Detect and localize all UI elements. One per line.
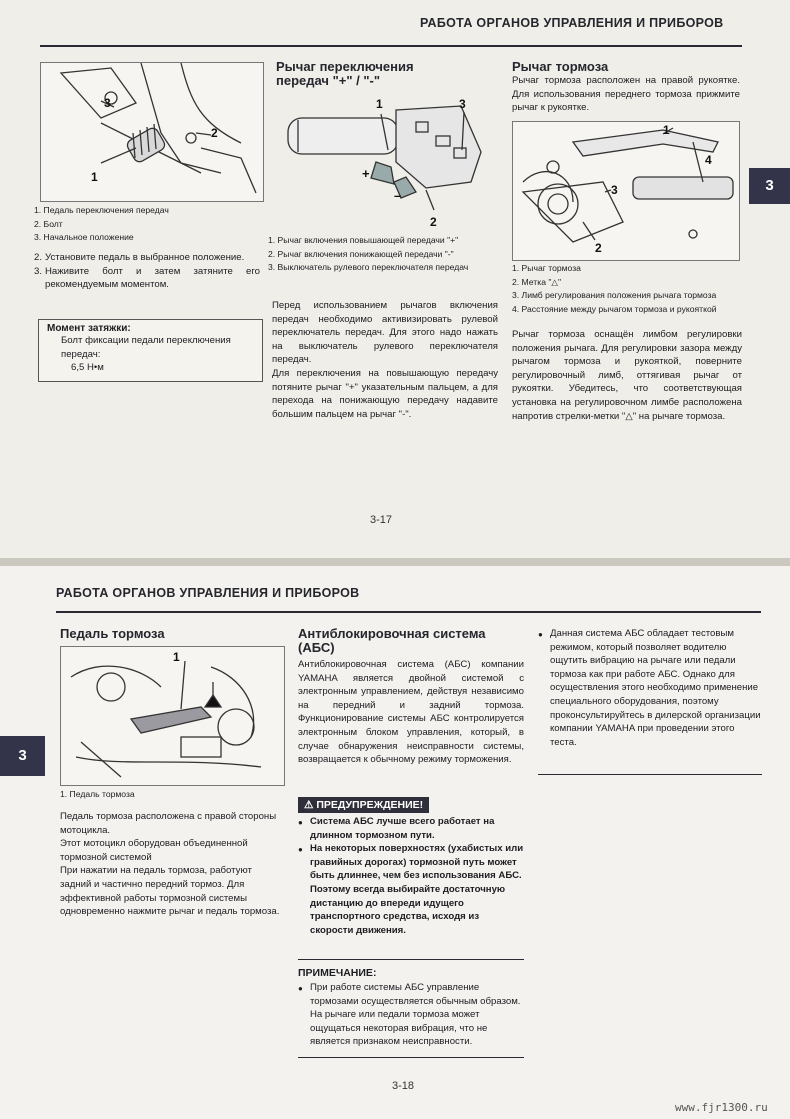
torque-box — [38, 319, 263, 382]
warning-item: ● Система АБС лучше всего работает на длинном тормозном пути. — [298, 815, 524, 842]
caption: 2. Метка "△" — [512, 276, 562, 287]
torque-value: 6,5 Н•м — [71, 362, 104, 374]
warning-block — [298, 795, 524, 937]
shift-pedal-figure — [40, 62, 264, 202]
section-tab: 3 — [0, 736, 45, 776]
shift-lever-title: Рычаг переключения передач "+" / "-" — [276, 59, 414, 88]
warning-title: ⚠ ПРЕДУПРЕЖДЕНИЕ! — [298, 797, 429, 813]
page-3-17 — [0, 0, 790, 558]
note-title: ПРИМЕЧАНИЕ: — [298, 967, 377, 979]
note-end-rule — [298, 1057, 524, 1058]
abs-text: Антиблокировочная система (АБС) компании YAMAHA является двойной системой с электронным управлением, действуя независимо на передний и задний тормоза. Функционирование системы АБС контролируется электронным блоком управления, который, в случае обнаружения неисправности системы, возвращается к обычному режиму торможения. — [298, 659, 524, 766]
caption: 1. Педаль переключения передач — [34, 205, 169, 215]
warning-item: ● На некоторых поверхностях (ухабистых или гравийных дорогах) тормозной путь может быть длиннее, чем без использования АБС. Поэтому всегда выбирайте достаточную дистанцию до впереди идущего транспортного средства, исходя из скорости движения. — [298, 842, 524, 937]
brake-lever-figure — [512, 121, 740, 261]
header-rule — [40, 45, 742, 47]
brake-lever-captions — [512, 262, 748, 316]
steps — [34, 251, 260, 292]
page-3-18 — [0, 566, 790, 1119]
callout-3: 3 — [459, 97, 466, 111]
caption: 3. Выключатель рулевого переключателя передач — [268, 262, 469, 272]
step: 2. Установите педаль в выбранное положение. — [34, 252, 245, 263]
callout-1: 1 — [376, 97, 383, 111]
callout-2: 2 — [211, 126, 218, 140]
brake-lever-text: Рычаг тормоза оснащён лимбом регулировки положения рычага. Для регулировки зазора между рычагом тормоза и рукояткой, поверните регулировочный лимб, оттягивая рычаг от рукоятки. Убедитесь, что соответствующая установка на регулировочном лимбе расположена напротив стрелки-метки "△" на рычаге тормоза. — [512, 329, 742, 422]
page-number: 3-17 — [370, 514, 393, 526]
brake-pedal-caption: 1. Педаль тормоза — [60, 789, 135, 799]
caption: 2. Рычаг включения понижающей передачи "-" — [268, 248, 454, 259]
header-rule — [56, 611, 761, 613]
brake-lever-title: Рычаг тормоза — [512, 59, 609, 74]
brake-pedal-text: Педаль тормоза расположена с правой стороны мотоцикла. Этот мотоцикл оборудован объединенной тормозной системой При нажатии на педаль тормоза, работуют задний и частично передний тормоз. Для эффективной работы тормозной системы одновременно нажмите рычаг и педаль тормоза. — [60, 811, 280, 918]
brake-pedal-title: Педаль тормоза — [60, 626, 165, 641]
shift-pedal-captions — [34, 204, 264, 245]
callout-1: 1 — [663, 123, 670, 137]
brake-pedal-figure — [60, 646, 285, 786]
step: 3. Наживите болт и затем затяните его рекомендуемым моментом. — [34, 265, 260, 291]
shift-lever-captions — [268, 234, 504, 275]
caption: 1. Рычаг тормоза — [512, 263, 581, 273]
plus-mark: + — [362, 166, 370, 181]
shift-lever-text: Перед использованием рычагов включения передач необходимо активизировать рулевой переключатель передач. Для этого надо нажать на выключатель рулевого переключателя передач. Для переключения на повышающую передачу потяните рычаг "+" указательным пальцем, а для перехода на понижающую передачу надавите большим пальцем на рычаг "-". — [272, 300, 498, 420]
callout-4: 4 — [705, 153, 712, 167]
column-end-rule — [538, 774, 762, 775]
abs-title: Антиблокировочная система (АБС) — [298, 626, 486, 655]
note-list — [298, 981, 524, 1049]
note-item: ● При работе системы АБС управление тормозами осуществляется обычным образом. На рычаге или педали тормоза может ощущаться некоторая вибрация, что не является признаком неисправности. — [298, 981, 524, 1049]
callout-1: 1 — [173, 650, 180, 664]
callout-2: 2 — [595, 241, 602, 255]
note-rule — [298, 959, 524, 960]
caption: 3. Начальное положение — [34, 232, 134, 242]
shift-lever-figure — [276, 92, 498, 232]
minus-mark: – — [394, 188, 402, 203]
brake-lever-intro: Рычаг тормоза расположен на правой рукоятке. Для использования переднего тормоза прижмите рычаг к рукоятке. — [512, 75, 740, 114]
callout-2: 2 — [430, 215, 437, 229]
torque-item: Болт фиксации педали переключения передач: — [61, 335, 231, 360]
caption: 1. Рычаг включения повышающей передачи "+" — [268, 235, 459, 245]
caption: 2. Болт — [34, 218, 63, 229]
torque-title: Момент затяжки: — [47, 323, 131, 334]
caption: 4. Расстояние между рычагом тормоза и рукояткой — [512, 303, 717, 314]
page-split — [0, 558, 790, 566]
abs-test-list — [538, 627, 762, 749]
callout-1: 1 — [91, 170, 98, 184]
callout-3: 3 — [611, 183, 618, 197]
caption: 3. Лимб регулирования положения рычага тормоза — [512, 290, 717, 300]
page-header: РАБОТА ОРГАНОВ УПРАВЛЕНИЯ И ПРИБОРОВ — [56, 586, 360, 600]
site-watermark: www.fjr1300.ru — [675, 1101, 768, 1114]
page-header: РАБОТА ОРГАНОВ УПРАВЛЕНИЯ И ПРИБОРОВ — [420, 16, 724, 30]
callout-3: 3 — [104, 96, 111, 110]
warning-list — [298, 815, 524, 937]
abs-test-item: ● Данная система АБС обладает тестовым режимом, который позволяет водителю ощутить вибрацию на рычаге или педали тормоза как при работе АБС. Однако для осуществления этого необходимо применение специального оборудования, поэтому проконсультируйтесь в дилерской организации компании YAMAHA при проведении этого теста. — [538, 627, 762, 749]
page-number: 3-18 — [392, 1080, 415, 1092]
section-tab: 3 — [749, 168, 790, 204]
